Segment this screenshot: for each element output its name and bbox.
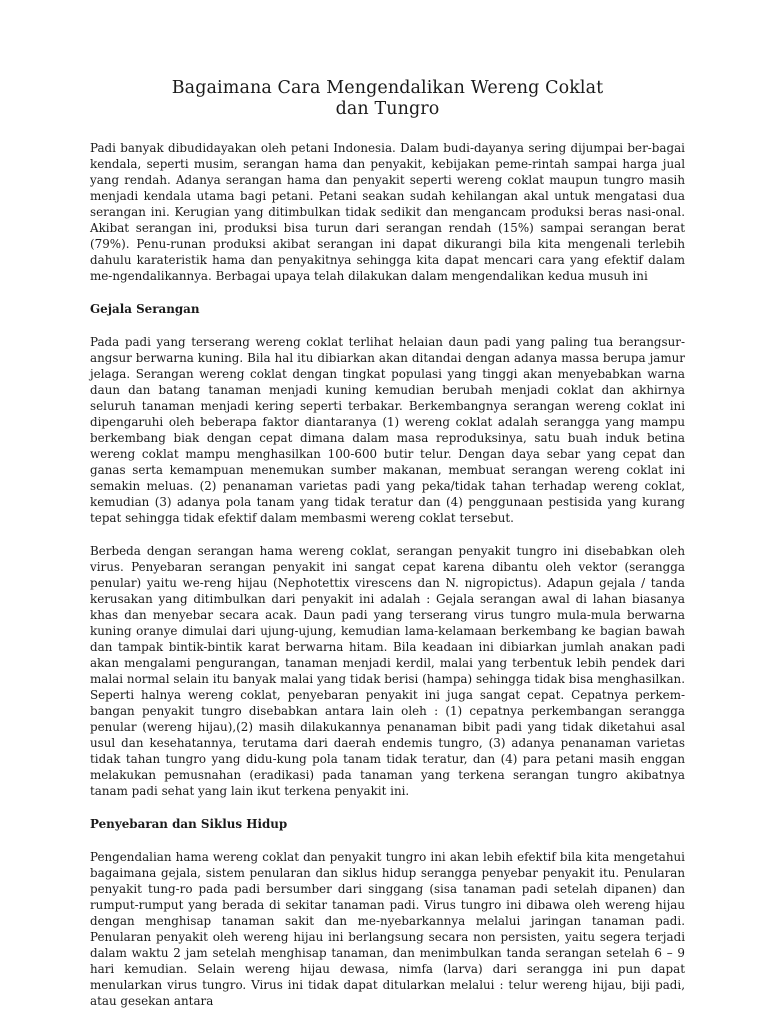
spacer (90, 799, 685, 816)
document-title (90, 78, 685, 120)
gejala-paragraph-1: Pada padi yang terserang wereng coklat terlihat helaian daun padi yang paling tua berangsur-angsur berwarna kuning. Bila hal itu dibiarkan akan ditandai dengan adanya massa berupa jamur jelaga. Serangan wereng coklat dengan tingkat populasi yang tinggi akan menyebabkan warna daun dan batang tanaman menjadi kuning kemudian berubah menjadi coklat dan akhirnya seluruh tanaman menjadi kering seperti terbakar. Berkembangnya serangan wereng coklat ini dipengaruhi oleh beberapa faktor diantaranya (1) wereng coklat adalah serangga yang mampu berkembang biak dengan cepat dimana dalam masa reproduksinya, satu buah induk betina wereng coklat mampu menghasilkan 100-600 butir telur. Dengan daya sebar yang cepat dan ganas serta kemampuan menemukan sumber makanan, membuat serangan wereng coklat ini semakin meluas. (2) penanaman varietas padi yang peka/tidak tahan terhadap wereng coklat, kemudian (3) adanya pola tanam yang tidak teratur dan (4) penggunaan pestisida yang kurang tepat sehingga tidak efektif dalam membasmi wereng coklat tersebut. (90, 335, 685, 525)
intro-paragraph: Padi banyak dibudidayakan oleh petani Indonesia. Dalam budi-dayanya sering dijumpai ber-bagai kendala, seperti musim, serangan hama dan penyakit, kebijakan peme-rintah sampai harga jual yang rendah. Adanya serangan hama dan penyakit seperti wereng coklat maupun tungro masih menjadi kendala utama bagi petani. Petani seakan sudah kehilangan akal untuk mengatasi dua serangan ini. Kerugian yang ditimbulkan tidak sedikit dan mengancam produksi beras nasi-onal. Akibat serangan ini, produksi bisa turun dari serangan rendah (15%) sampai serangan berat (79%). Penu-runan produksi akibat serangan ini dapat dikurangi bila kita mengenali terlebih dahulu karateristik hama dan penyakitnya sehingga kita dapat mencari cara yang efektif dalam me-ngendalikannya. Berbagai upaya telah dilakukan dalam mengendalikan kedua musuh ini (90, 141, 685, 283)
penyebaran-paragraph-1: Pengendalian hama wereng coklat dan penyakit tungro ini akan lebih efektif bila kita mengetahui bagaimana gejala, sistem penularan dan siklus hidup serangga penyebar penyakit itu. Penularan penyakit tung-ro pada padi bersumber dari singgang (sisa tanaman padi setelah dipanen) dan rumput-rumput yang berada di sekitar tanaman padi. Virus tungro ini dibawa oleh wereng hijau dengan menghisap tanaman sakit dan me-nyebarkannya melalui jaringan tanaman padi. Penularan penyakit oleh wereng hijau ini berlangsung secara non persisten, yaitu segera terjadi dalam waktu 2 jam setelah menghisap tanaman, dan menimbulkan tanda serangan setelah 6 – 9 hari kemudian. Selain wereng hijau dewasa, nimfa (larva) dari serangga ini pun dapat menularkan virus tungro. Virus ini tidak dapat ditularkan melalui : telur wereng hijau, biji padi, atau gesekan antara (90, 850, 685, 1008)
spacer (90, 317, 685, 334)
spacer (90, 832, 685, 849)
gejala-paragraph-2: Berbeda dengan serangan hama wereng coklat, serangan penyakit tungro ini disebabkan oleh virus. Penyebaran serangan penyakit ini sangat cepat karena dibantu oleh vektor (serangga penular) yaitu we-reng hijau (Nephotettix virescens dan N. nigropictus). Adapun gejala / tanda kerusakan yang ditimbulkan dari penyakit ini adalah : Gejala serangan awal di lahan biasanya khas dan menyebar secara acak. Daun padi yang terserang virus tungro mula-mula berwarna kuning oranye dimulai dari ujung-ujung, kemudian lama-kelamaan berkembang ke bagian bawah dan tampak bintik-bintik karat berwarna hitam. Bila keadaan ini dibiarkan jumlah anakan padi akan mengalami pengurangan, tanaman menjadi kerdil, malai yang terbentuk lebih pendek dari malai normal selain itu banyak malai yang tidak berisi (hampa) sehingga tidak bisa menghasilkan. Seperti halnya wereng coklat, penyebaran penyakit ini juga sangat cepat. Cepatnya perkem-bangan penyakit tungro disebabkan antara lain oleh : (1) cepatnya perkembangan serangga penular (wereng hijau),(2) masih dilakukannya penanaman bibit padi yang tidak diketahui asal usul dan kesehatannya, terutama dari daerah endemis tungro, (3) adanya penanaman varietas tidak tahan tungro yang didu-kung pola tanam tidak teratur, dan (4) para petani masih enggan melakukan pemusnahan (eradikasi) pada tanaman yang terkena serangan tungro akibatnya tanam padi sehat yang lain ikut terkena penyakit ini. (90, 544, 685, 798)
section-heading-penyebaran: Penyebaran dan Siklus Hidup (90, 817, 288, 831)
document-content (90, 78, 685, 1009)
spacer (90, 284, 685, 301)
section-heading-gejala: Gejala Serangan (90, 302, 200, 316)
spacer (90, 526, 685, 543)
title-line-2: dan Tungro (335, 99, 440, 119)
title-line-1: Bagaimana Cara Mengendalikan Wereng Coklat (171, 78, 604, 98)
